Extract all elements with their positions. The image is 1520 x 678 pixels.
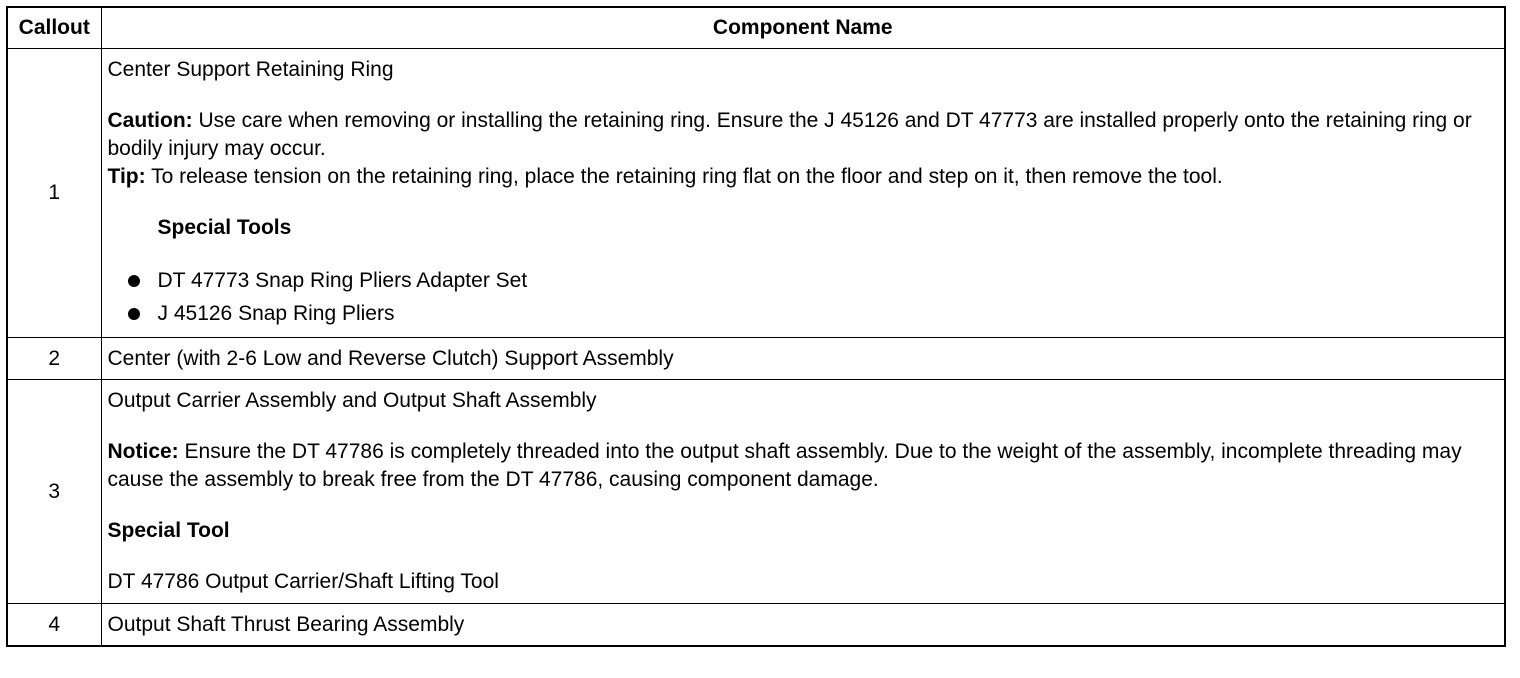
caution-note	[108, 107, 1495, 163]
component-name: Center (with 2-6 Low and Reverse Clutch) Support Assembly	[101, 338, 1505, 380]
component-name-column-header: Component Name	[101, 7, 1505, 49]
table-row	[7, 338, 1505, 380]
callout-number: 1	[7, 49, 101, 338]
caution-text: Use care when removing or installing the retaining ring. Ensure the J 45126 and DT 47773 are installed properly onto the retaining ring or bodily injury may occur.	[107, 109, 1472, 160]
component-name: Center Support Retaining Ring	[107, 58, 394, 81]
table-row	[7, 380, 1505, 604]
special-tools-heading: Special Tools	[157, 216, 292, 239]
bullet-icon	[128, 275, 140, 287]
bullet-icon	[128, 308, 140, 320]
callout-number: 4	[7, 604, 101, 647]
header-row	[7, 7, 1505, 49]
caution-label: Caution:	[107, 109, 193, 132]
callout-number: 3	[7, 380, 101, 604]
component-cell	[101, 380, 1505, 604]
tool-name: DT 47786 Output Carrier/Shaft Lifting Tool	[107, 570, 499, 593]
tip-text: To release tension on the retaining ring, place the retaining ring flat on the floor and step on it, then remove the tool.	[145, 165, 1223, 188]
list-item	[108, 264, 1495, 297]
tool-name: J 45126 Snap Ring Pliers	[157, 302, 395, 325]
component-name: Output Shaft Thrust Bearing Assembly	[101, 604, 1505, 647]
special-tools-list	[108, 264, 1495, 330]
callout-number: 2	[7, 338, 101, 380]
tip-note	[108, 163, 1495, 191]
notice-text: Ensure the DT 47786 is completely threaded into the output shaft assembly. Due to the weight of the assembly, incomplete threading may cause the assembly to break free from the DT 47786, causing component damage.	[107, 440, 1462, 491]
list-item	[108, 297, 1495, 330]
callout-column-header: Callout	[7, 7, 101, 49]
component-name: Output Carrier Assembly and Output Shaft Assembly	[107, 389, 597, 412]
special-tool-heading: Special Tool	[107, 519, 230, 542]
table-row	[7, 604, 1505, 647]
tip-label: Tip:	[107, 165, 146, 188]
notice-note	[108, 438, 1495, 494]
component-cell	[101, 49, 1505, 338]
component-table	[6, 6, 1506, 647]
tool-name: DT 47773 Snap Ring Pliers Adapter Set	[157, 269, 528, 292]
notice-label: Notice:	[107, 440, 179, 463]
table-row	[7, 49, 1505, 338]
